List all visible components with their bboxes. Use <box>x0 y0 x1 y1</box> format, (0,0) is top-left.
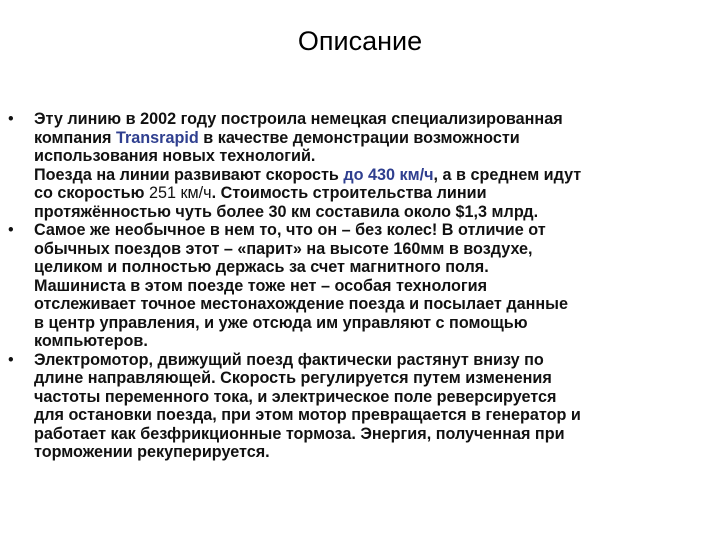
text-line: обычных поездов этот – «парит» на высоте 160мм в воздухе, <box>34 239 533 258</box>
text-line: отслеживает точное местонахождение поезда и посылает данные <box>34 295 568 313</box>
text-line: Эту линию в 2002 году построила немецкая специализированная <box>34 110 563 128</box>
text-line: Машиниста в этом поезде тоже нет – особая технология <box>34 276 488 295</box>
bullet-item-2 <box>0 221 720 351</box>
text-line: длине направляющей. Скорость регулируется путем изменения <box>34 369 552 387</box>
text-line: частоты переменного тока, и электрическое поле реверсируется <box>34 387 557 406</box>
bullet-marker: • <box>8 350 14 369</box>
text-line: работает как безфрикционные тормоза. Энергия, полученная при <box>34 424 565 443</box>
text-line: протяжённостью чуть более 30 км составила около $1,3 млрд. <box>34 202 539 221</box>
bullet-marker: • <box>8 110 14 128</box>
text-line: торможении рекуперируется. <box>34 443 270 461</box>
average-speed: 251 км/ч <box>148 184 212 202</box>
bullet-marker: • <box>8 221 14 239</box>
text-line: Поезда на линии развивают скорость до 430 км/ч, а в среднем идут <box>34 165 582 184</box>
text-line: Самое же необычное в нем то, что он – без колес! В отличие от <box>34 221 546 239</box>
text-line: целиком и полностью держась за счет магнитного поля. <box>34 258 489 276</box>
bullet-item-1 <box>0 110 720 221</box>
text-line: в центр управления, и уже отсюда им управляют с помощью <box>34 313 528 332</box>
max-speed: до 430 км/ч <box>343 165 434 184</box>
bullet-item-3 <box>0 351 720 462</box>
text-line: компания Transrapid в качестве демонстрации возможности <box>34 128 520 147</box>
slide-title: Описание <box>297 26 423 56</box>
text-line: со скоростью 251 км/ч. Стоимость строительства линии <box>34 184 487 202</box>
text-line: использования новых технологий. <box>34 147 316 165</box>
text-line: Электромотор, движущий поезд фактически растянут внизу по <box>34 350 544 369</box>
company-name: Transrapid <box>116 128 199 147</box>
text-line: компьютеров. <box>34 332 148 350</box>
text-line: для остановки поезда, при этом мотор превращается в генератор и <box>34 406 581 424</box>
bullet-list <box>0 110 720 462</box>
